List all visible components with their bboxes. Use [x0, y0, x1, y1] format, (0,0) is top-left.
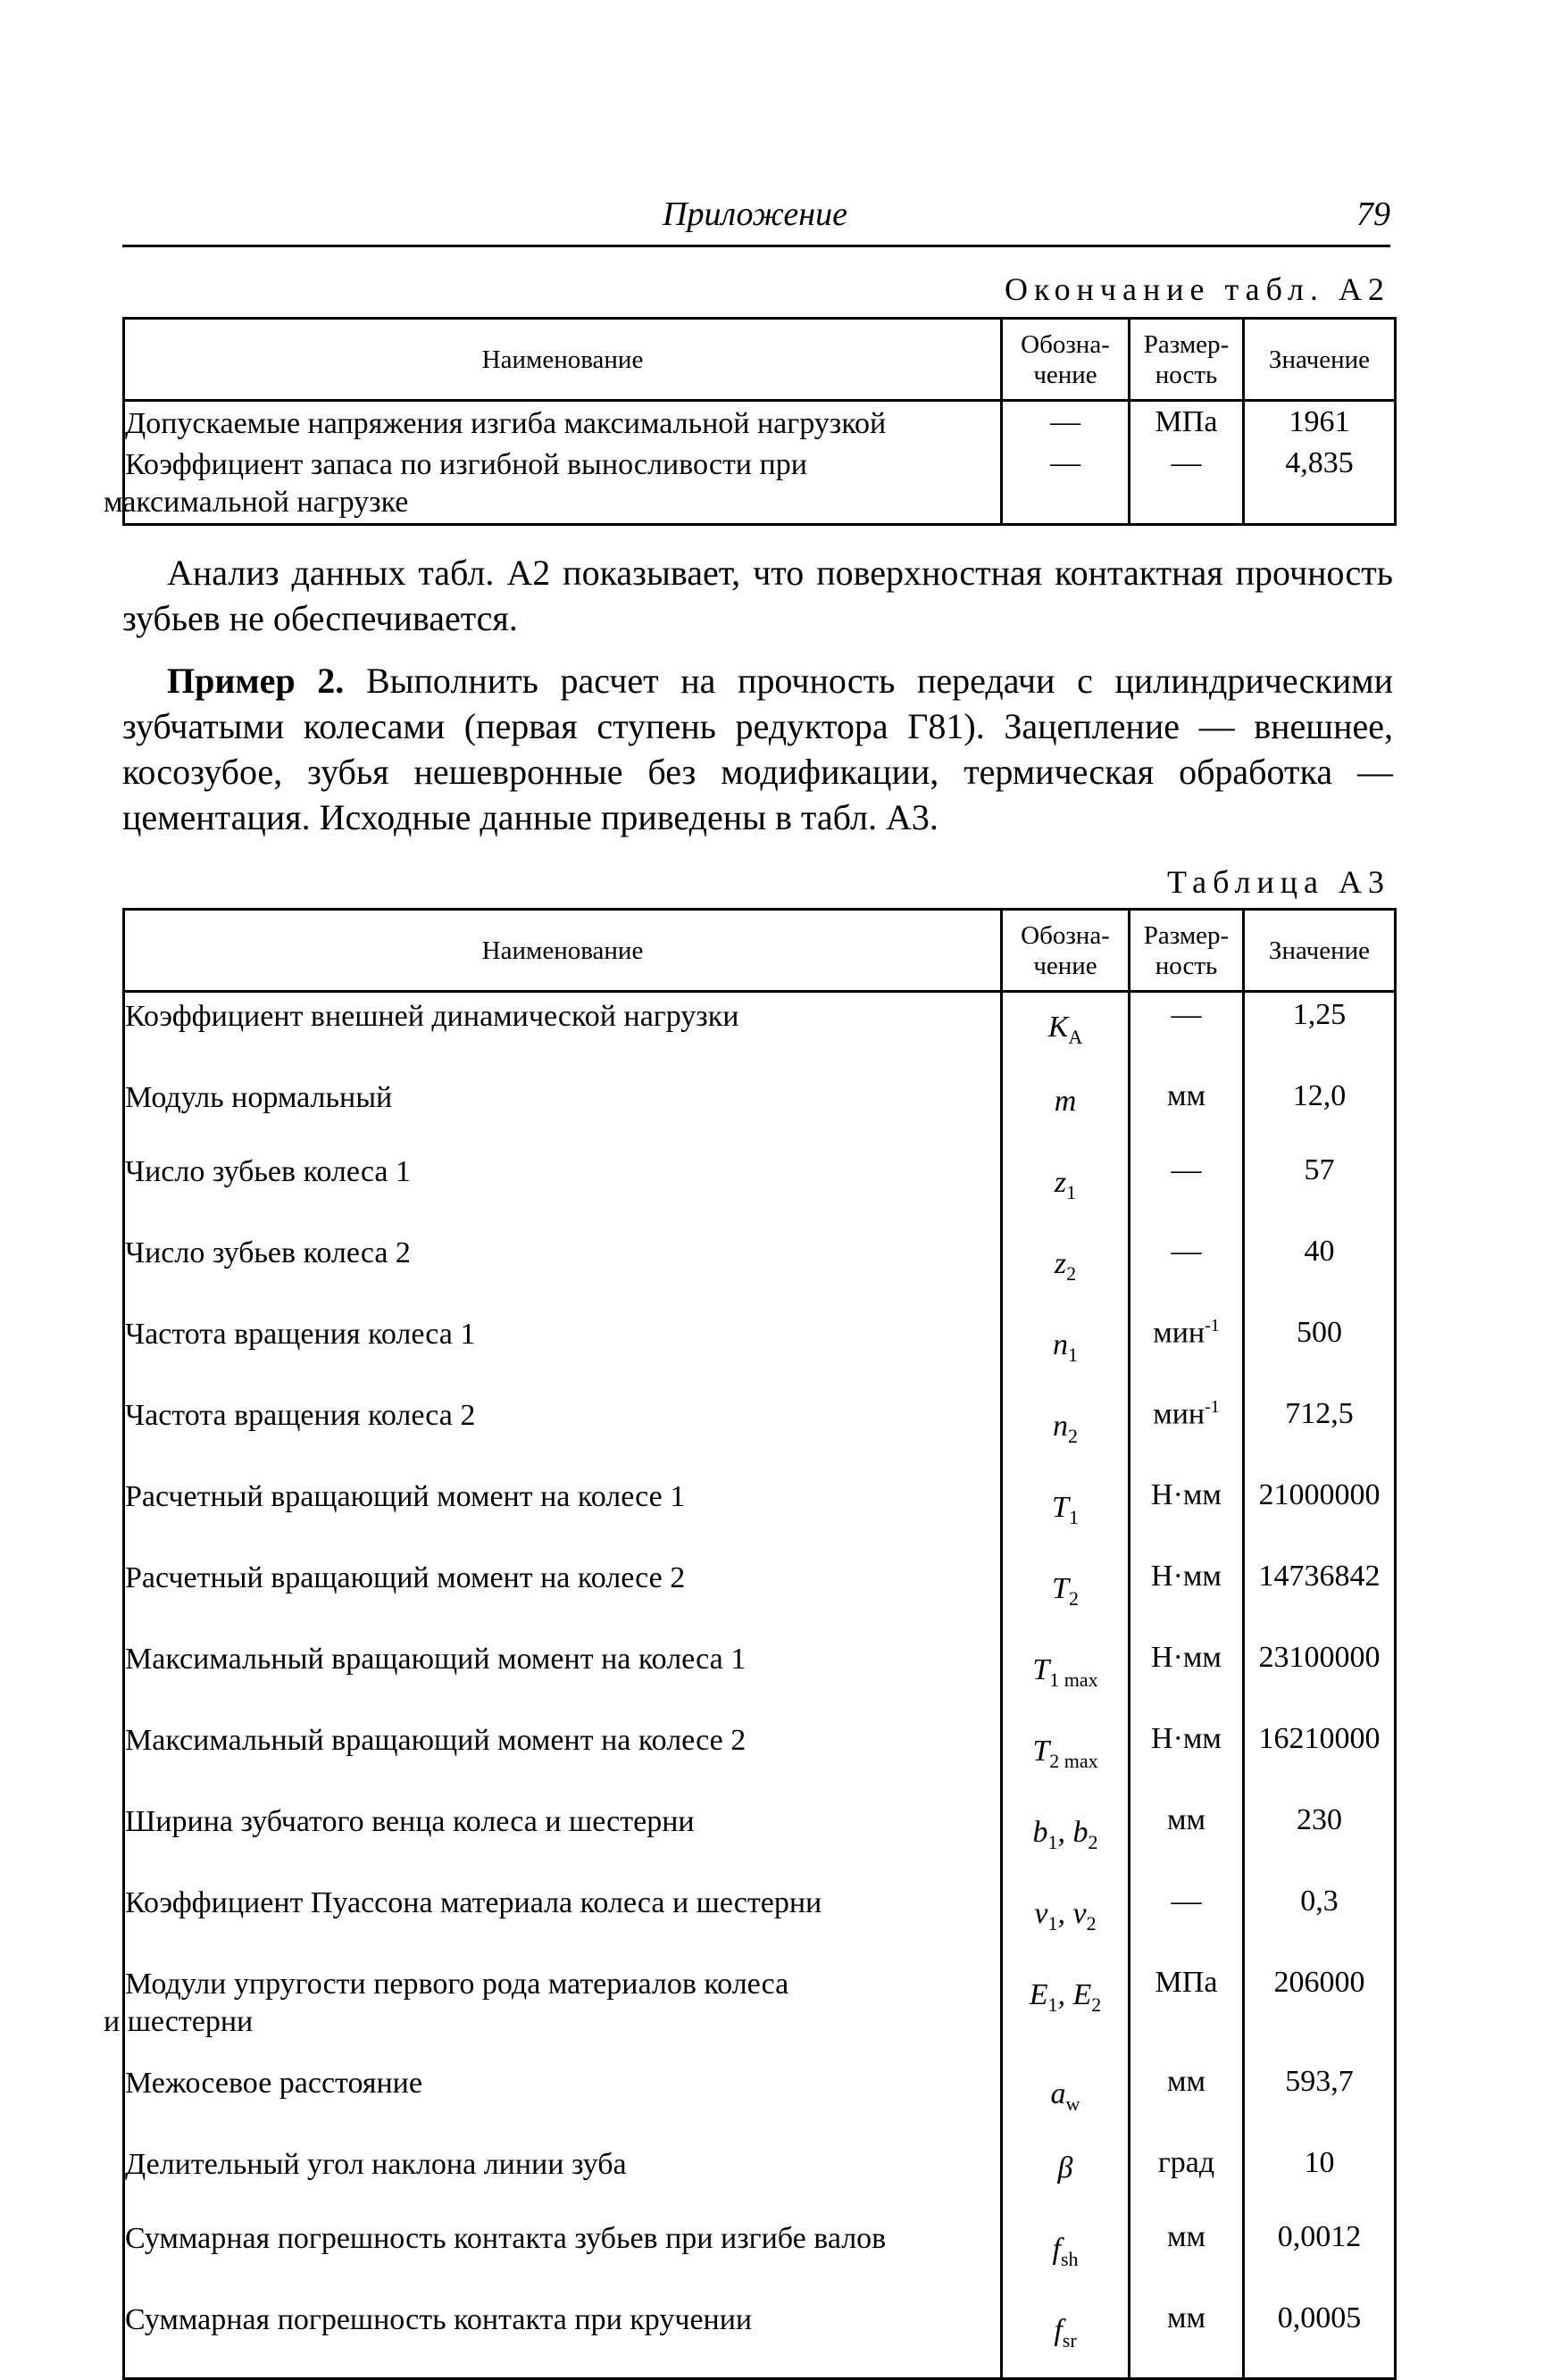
table-row: [124, 401, 1396, 445]
cell-symbol: [1002, 1879, 1130, 1960]
symbol-subscript-2: 2: [1091, 1993, 1102, 2016]
column-header-unit-text: Размер- ность: [1143, 920, 1230, 980]
cell-symbol: [1002, 1717, 1130, 1798]
page-number: 79: [1356, 196, 1390, 233]
cell-unit: [1130, 1148, 1244, 1229]
table-row: [124, 1717, 1396, 1798]
table-row: [124, 1798, 1396, 1879]
example-lead: Пример 2.: [167, 661, 345, 701]
table-row: [124, 1879, 1396, 1960]
cell-name: [124, 1311, 1002, 1392]
symbol-subscript: sh: [1060, 2247, 1079, 2270]
cell-unit: [1130, 1554, 1244, 1635]
symbol-main: β: [1057, 2151, 1073, 2184]
cell-name: [124, 1554, 1002, 1635]
cell-symbol: [1002, 1229, 1130, 1311]
cell-value: 206000: [1244, 1960, 1396, 2060]
unit-text: мм: [1166, 2220, 1206, 2253]
symbol-main: ν: [1034, 1897, 1048, 1930]
table-row: [124, 1635, 1396, 1717]
unit-superscript: -1: [1205, 1316, 1220, 1336]
cell-unit: [1130, 992, 1244, 1075]
symbol-subscript: 2: [1066, 1261, 1077, 1285]
cell-symbol: [1002, 1392, 1130, 1473]
cell-name-text: Коэффициент запаса по изгибной выносливости при: [125, 448, 807, 481]
cell-name-text: Коэффициент Пуассона материала колеса и шестерни: [125, 1886, 822, 1919]
cell-name-text: Расчетный вращающий момент на колесе 1: [125, 1480, 686, 1513]
symbol-main-2: , ν: [1057, 1897, 1087, 1930]
cell-unit: МПа: [1130, 401, 1244, 445]
cell-value: 593,7: [1244, 2060, 1396, 2141]
column-header-unit: [1130, 910, 1244, 992]
cell-name-text: Число зубьев колеса 1: [125, 1155, 411, 1188]
symbol-main: T: [1052, 1491, 1069, 1524]
cell-value: 1961: [1244, 401, 1396, 445]
unit-text: Н·мм: [1151, 1722, 1222, 1755]
unit-text: Н·мм: [1151, 1641, 1222, 1674]
symbol-main: n: [1053, 1328, 1068, 1361]
unit-superscript: -1: [1205, 1397, 1220, 1417]
table-a3-body: [104, 992, 1396, 2379]
symbol-main: K: [1047, 1011, 1069, 1044]
symbol-main-2: , b: [1057, 1816, 1089, 1849]
symbol-main: T: [1052, 1572, 1069, 1605]
cell-unit: [1130, 1229, 1244, 1311]
cell-value: 4,835: [1244, 445, 1396, 525]
cell-value: 57: [1244, 1148, 1396, 1229]
cell-name: [124, 2141, 1002, 2215]
cell-value: 40: [1244, 1229, 1396, 1311]
table-a2: [104, 317, 1397, 526]
cell-name: [104, 445, 1002, 525]
table-row: [124, 992, 1396, 1075]
symbol-subscript: sr: [1062, 2328, 1077, 2351]
cell-value: 12,0: [1244, 1074, 1396, 1148]
cell-value: 500: [1244, 1311, 1396, 1392]
cell-symbol: [1002, 1798, 1130, 1879]
unit-text: Н·мм: [1151, 1478, 1222, 1511]
unit-text: —: [1171, 1235, 1202, 1268]
cell-value: 23100000: [1244, 1635, 1396, 1717]
cell-unit: [1130, 2296, 1244, 2379]
cell-name-text: Допускаемые напряжения изгиба максимальной нагрузкой: [125, 407, 887, 440]
unit-text: —: [1171, 1885, 1202, 1918]
symbol-subscript: 1 max: [1049, 1668, 1098, 1691]
cell-unit: [1130, 1074, 1244, 1148]
cell-name: [124, 1879, 1002, 1960]
table-row: [124, 1074, 1396, 1148]
symbol-main: m: [1054, 1085, 1077, 1118]
symbol-main: b: [1032, 1816, 1048, 1849]
symbol-subscript: 1: [1047, 1830, 1058, 1853]
unit-text: мм: [1166, 2301, 1206, 2334]
cell-name: [104, 1960, 1002, 2060]
cell-name-continuation: и шестерни: [104, 2005, 254, 2038]
cell-value: 0,0005: [1244, 2296, 1396, 2379]
cell-symbol: [1002, 2141, 1130, 2215]
symbol-main: a: [1050, 2077, 1066, 2110]
cell-value: 0,3: [1244, 1879, 1396, 1960]
table-row: [124, 1554, 1396, 1635]
symbol-subscript: 1: [1047, 1911, 1058, 1935]
cell-name: [124, 1392, 1002, 1473]
cell-name: [124, 2296, 1002, 2379]
symbol-main: z: [1054, 1247, 1067, 1280]
cell-value: 712,5: [1244, 1392, 1396, 1473]
cell-name-text: Межосевое расстояние: [125, 2067, 422, 2100]
symbol-subscript: A: [1068, 1025, 1083, 1048]
cell-name-text: Суммарная погрешность контакта зубьев при изгибе валов: [125, 2222, 887, 2255]
symbol-subscript: 2 max: [1049, 1749, 1098, 1772]
symbol-main: n: [1053, 1410, 1068, 1443]
paragraph-analysis-text: Анализ данных табл. А2 показывает, что поверхностная контактная прочность зубьев не обеспечивается.: [122, 553, 1393, 638]
cell-name-text: Суммарная погрешность контакта при кручении: [125, 2303, 753, 2336]
cell-symbol: [1002, 1311, 1130, 1392]
column-header-value: Значение: [1244, 319, 1396, 401]
table-row: [124, 1148, 1396, 1229]
table-a2-caption: Окончание табл. А2: [1004, 271, 1390, 307]
symbol-main: z: [1054, 1166, 1067, 1199]
cell-name: [124, 2215, 1002, 2296]
cell-name-text: Модули упругости первого рода материалов колеса: [125, 1968, 789, 2001]
unit-text: —: [1171, 998, 1202, 1031]
cell-name-text: Частота вращения колеса 2: [125, 1399, 476, 1432]
symbol-subscript: 2: [1068, 1586, 1079, 1610]
cell-name-text: Частота вращения колеса 1: [125, 1318, 476, 1351]
unit-text: мин: [1153, 1316, 1205, 1350]
cell-name-continuation: максимальной нагрузке: [104, 486, 409, 519]
cell-name-text: Максимальный вращающий момент на колесе 2: [125, 1724, 747, 1757]
table-row: [124, 1311, 1396, 1392]
cell-name: [124, 2060, 1002, 2141]
column-header-value: Значение: [1244, 910, 1396, 992]
cell-value: 230: [1244, 1798, 1396, 1879]
cell-value: 1,25: [1244, 992, 1396, 1075]
symbol-subscript-2: 2: [1086, 1911, 1097, 1935]
cell-unit: [1130, 1717, 1244, 1798]
cell-symbol: [1002, 1960, 1130, 2060]
cell-name: [124, 1074, 1002, 1148]
cell-value: 10: [1244, 2141, 1396, 2215]
cell-name-text: Максимальный вращающий момент на колеса 1: [125, 1643, 747, 1676]
column-header-symbol: [1002, 910, 1130, 992]
cell-name: [124, 1229, 1002, 1311]
cell-symbol: [1002, 1554, 1130, 1635]
cell-name-text: Делительный угол наклона линии зуба: [125, 2148, 627, 2181]
cell-name: [124, 1798, 1002, 1879]
unit-text: град: [1157, 2146, 1215, 2179]
unit-text: МПа: [1155, 1966, 1218, 1999]
cell-unit: —: [1130, 445, 1244, 525]
cell-name: [124, 992, 1002, 1075]
symbol-subscript: 2: [1068, 1424, 1078, 1447]
cell-name-text: Модуль нормальный: [125, 1081, 393, 1114]
cell-unit: [1130, 2215, 1244, 2296]
table-row: [124, 1473, 1396, 1554]
cell-unit: [1130, 1798, 1244, 1879]
table-row: [124, 2215, 1396, 2296]
column-header-unit-text: Размер- ность: [1143, 329, 1230, 389]
unit-text: мм: [1166, 1803, 1206, 1836]
cell-symbol: [1002, 1473, 1130, 1554]
table-row: [124, 2296, 1396, 2379]
running-header: [122, 195, 1390, 247]
symbol-subscript: 1: [1066, 1180, 1077, 1203]
symbol-main: f: [1054, 2314, 1063, 2347]
cell-name: [124, 1473, 1002, 1554]
cell-unit: [1130, 1960, 1244, 2060]
cell-unit: [1130, 2141, 1244, 2215]
unit-text: Н·мм: [1151, 1560, 1222, 1593]
column-header-symbol-text: Обозна- чение: [1021, 329, 1110, 389]
unit-text: мин: [1153, 1397, 1205, 1431]
column-header-name: Наименование: [124, 319, 1002, 401]
table-a3-caption: Таблица А3: [1167, 864, 1390, 900]
table-a3: [104, 908, 1397, 2380]
cell-unit: [1130, 1392, 1244, 1473]
symbol-subscript: 1: [1068, 1505, 1079, 1528]
cell-symbol: [1002, 2296, 1130, 2379]
cell-symbol: —: [1002, 445, 1130, 525]
table-row: [124, 2060, 1396, 2141]
cell-value: 16210000: [1244, 1717, 1396, 1798]
column-header-unit: [1130, 319, 1244, 401]
cell-name: [124, 1148, 1002, 1229]
cell-unit: [1130, 1879, 1244, 1960]
table-row: [124, 1960, 1396, 2060]
cell-name-text: Коэффициент внешней динамической нагрузки: [125, 1000, 739, 1033]
symbol-subscript: 1: [1047, 1993, 1058, 2016]
symbol-main: T: [1032, 1735, 1050, 1768]
table-row: [124, 445, 1396, 525]
symbol-main: E: [1029, 1978, 1048, 2011]
unit-text: —: [1171, 1153, 1202, 1186]
cell-name: [124, 401, 1002, 445]
cell-unit: [1130, 1473, 1244, 1554]
symbol-main-2: , E: [1057, 1978, 1092, 2011]
cell-unit: [1130, 1635, 1244, 1717]
cell-symbol: [1002, 992, 1130, 1075]
table-row: [124, 1229, 1396, 1311]
cell-value: 0,0012: [1244, 2215, 1396, 2296]
table-header-row: [124, 910, 1396, 992]
cell-symbol: —: [1002, 401, 1130, 445]
cell-name: [124, 1635, 1002, 1717]
cell-symbol: [1002, 1074, 1130, 1148]
example-text: Выполнить расчет на прочность передачи с цилиндрическими зубчатыми колесами (первая ступень редуктора Г81). Зацепление — внешнее, косозубое, зубья нешевронные без модификации, термическая обработка — цементация. Исходные данные приведены в табл. А3.: [122, 661, 1393, 837]
table-row: [124, 2141, 1396, 2215]
cell-symbol: [1002, 2060, 1130, 2141]
cell-name-text: Расчетный вращающий момент на колесе 2: [125, 1561, 686, 1594]
cell-value: 21000000: [1244, 1473, 1396, 1554]
cell-name-text: Число зубьев колеса 2: [125, 1236, 411, 1269]
cell-name: [124, 1717, 1002, 1798]
paragraph-analysis: [122, 550, 1393, 641]
cell-symbol: [1002, 1635, 1130, 1717]
symbol-subscript-2: 2: [1088, 1830, 1098, 1853]
cell-name-text: Ширина зубчатого венца колеса и шестерни: [125, 1805, 695, 1838]
unit-text: мм: [1166, 1079, 1206, 1112]
column-header-symbol: [1002, 319, 1130, 401]
table-header-row: [124, 319, 1396, 401]
cell-symbol: [1002, 1148, 1130, 1229]
symbol-subscript: 1: [1068, 1343, 1078, 1366]
symbol-main: f: [1052, 2233, 1061, 2266]
cell-unit: [1130, 1311, 1244, 1392]
symbol-subscript: w: [1065, 2092, 1080, 2115]
unit-text: мм: [1166, 2065, 1206, 2098]
symbol-main: T: [1032, 1653, 1050, 1686]
paragraph-example: [122, 658, 1393, 840]
table-row: [124, 1392, 1396, 1473]
cell-unit: [1130, 2060, 1244, 2141]
running-title: Приложение: [663, 196, 847, 233]
cell-value: 14736842: [1244, 1554, 1396, 1635]
cell-symbol: [1002, 2215, 1130, 2296]
column-header-name: Наименование: [124, 910, 1002, 992]
column-header-symbol-text: Обозна- чение: [1021, 920, 1110, 980]
